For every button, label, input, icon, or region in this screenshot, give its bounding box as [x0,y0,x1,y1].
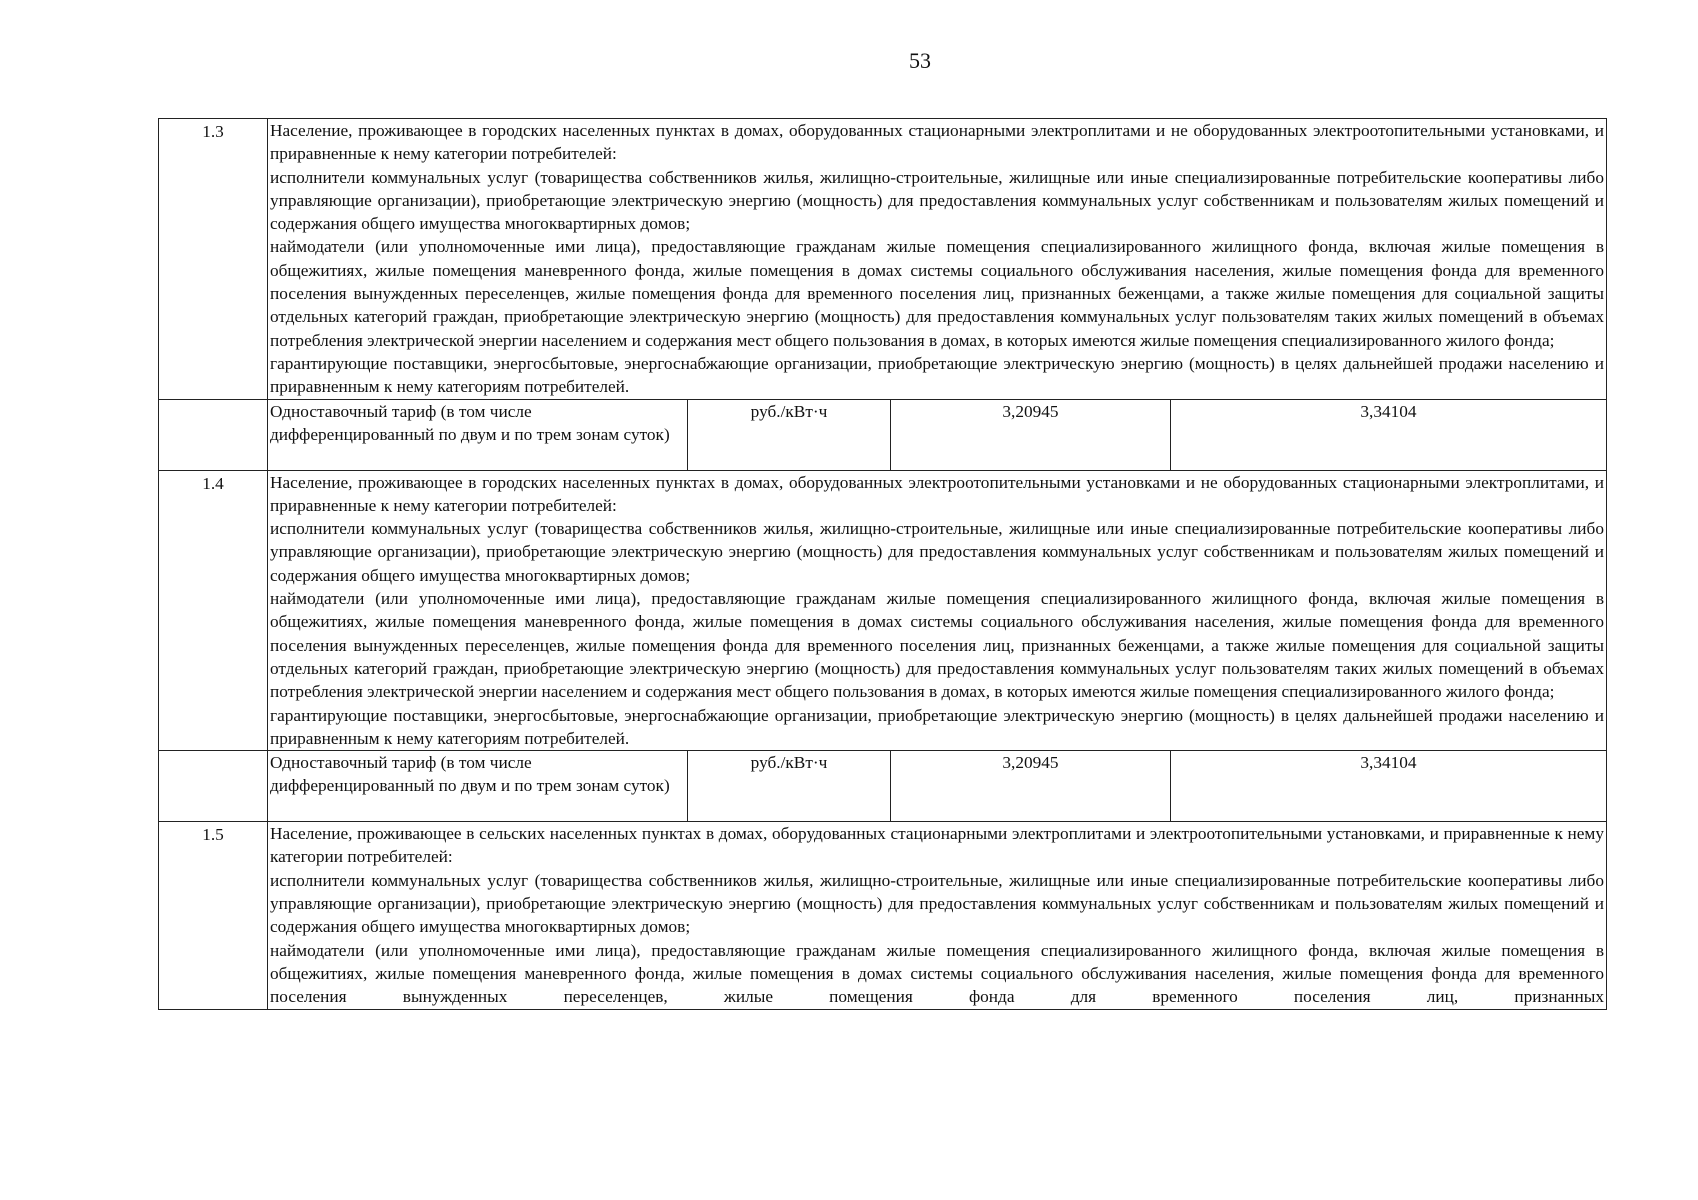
description-paragraph: наймодатели (или уполномоченные ими лица), предоставляющие гражданам жилые помещения специализированного жилищного фонда, включая жилые помещения в общежитиях, жилые помещения маневренного фонда, жилые помещения в домах системы социального обслуживания населения, жилые помещения фонда для временного поселения вынужденных переселенцев, жилые помещения фонда для временного поселения лиц, признанных беженцами, а также жилые помещения для социальной защиты отдельных категорий граждан, приобретающие электрическую энергию (мощность) для предоставления коммунальных услуг пользователям таких жилых помещений в объемах потребления электрической энергии населением и содержания мест общего пользования в домах, в которых имеются жилые помещения специализированного жилого фонда; [270,237,1604,350]
tariff-value-first-half: 3,20945 [891,399,1171,470]
description-paragraph: наймодатели (или уполномоченные ими лица), предоставляющие гражданам жилые помещения специализированного жилищного фонда, включая жилые помещения в общежитиях, жилые помещения маневренного фонда, жилые помещения в домах системы социального обслуживания населения, жилые помещения фонда для временного поселения вынужденных переселенцев, жилые помещения фонда для временного поселения лиц, признанных беженцами, а также жилые помещения для социальной защиты отдельных категорий граждан, приобретающие электрическую энергию (мощность) для предоставления коммунальных услуг пользователям таких жилых помещений в объемах потребления электрической энергии населением и содержания мест общего пользования в домах, в которых имеются жилые помещения специализированного жилого фонда; [270,589,1604,702]
description-paragraph: исполнители коммунальных услуг (товарищества собственников жилья, жилищно-строительные, жилищные или иные специализированные потребительские кооперативы либо управляющие организации), приобретающие электрическую энергию (мощность) для предоставления коммунальных услуг собственникам и пользователям жилых помещений и содержания общего имущества многоквартирных домов; [270,870,1604,937]
tariff-name: Одноставочный тариф (в том числе дифференцированный по двум и по трем зонам суток) [268,751,688,822]
description-paragraph: Население, проживающее в городских населенных пунктах в домах, оборудованных стационарными электроплитами и не оборудованных электроотопительными установками, и приравненные к нему категории потребителей: [270,121,1604,164]
row-number: 1.4 [159,470,268,751]
description-paragraph: Население, проживающее в городских населенных пунктах в домах, оборудованных электроотопительными установками и не оборудованных стационарными электроплитами, и приравненные к нему категории потребителей: [270,472,1604,515]
tariff-table [158,118,1607,1010]
description-paragraph: гарантирующие поставщики, энергосбытовые, энергоснабжающие организации, приобретающие электрическую энергию (мощность) в целях дальнейшей продажи населению и приравненным к нему категориям потребителей. [270,353,1604,397]
description-paragraph: наймодатели (или уполномоченные ими лица), предоставляющие гражданам жилые помещения специализированного жилищного фонда, включая жилые помещения в общежитиях, жилые помещения маневренного фонда, жилые помещения в домах системы социального обслуживания населения, жилые помещения фонда для временного поселения вынужденных переселенцев, жилые помещения фонда для временного поселения лиц, признанных [270,940,1604,1007]
consumer-category-description [268,822,1607,1009]
description-paragraph: гарантирующие поставщики, энергосбытовые, энергоснабжающие организации, приобретающие электрическую энергию (мощность) в целях дальнейшей продажи населению и приравненным к нему категориям потребителей. [270,705,1604,748]
table-row [159,822,1607,1009]
tariff-value-second-half: 3,34104 [1171,751,1607,822]
row-number: 1.3 [159,119,268,400]
page-number: 53 [909,48,931,73]
tariff-value-second-half: 3,34104 [1171,399,1607,470]
consumer-category-description [268,470,1607,751]
consumer-category-description [268,119,1607,400]
table-row [159,470,1607,751]
row-number: 1.5 [159,822,268,1009]
description-paragraph: исполнители коммунальных услуг (товарищества собственников жилья, жилищно-строительные, жилищные или иные специализированные потребительские кооперативы либо управляющие организации), приобретающие электрическую энергию (мощность) для предоставления коммунальных услуг собственникам и пользователям жилых помещений и содержания общего имущества многоквартирных домов; [270,167,1604,234]
tariff-row [159,751,1607,822]
description-paragraph: Население, проживающее в сельских населенных пунктах в домах, оборудованных стационарными электроплитами и электроотопительными установками, и приравненные к нему категории потребителей: [270,824,1604,867]
tariff-name: Одноставочный тариф (в том числе дифференцированный по двум и по трем зонам суток) [268,399,688,470]
tariff-unit: руб./кВт·ч [688,399,891,470]
tariff-unit: руб./кВт·ч [688,751,891,822]
tariff-value-first-half: 3,20945 [891,751,1171,822]
table-row [159,119,1607,400]
description-paragraph: исполнители коммунальных услуг (товарищества собственников жилья, жилищно-строительные, жилищные или иные специализированные потребительские кооперативы либо управляющие организации), приобретающие электрическую энергию (мощность) для предоставления коммунальных услуг собственникам и пользователям жилых помещений и содержания общего имущества многоквартирных домов; [270,519,1604,585]
tariff-row [159,399,1607,470]
empty-cell [159,399,268,470]
empty-cell [159,751,268,822]
